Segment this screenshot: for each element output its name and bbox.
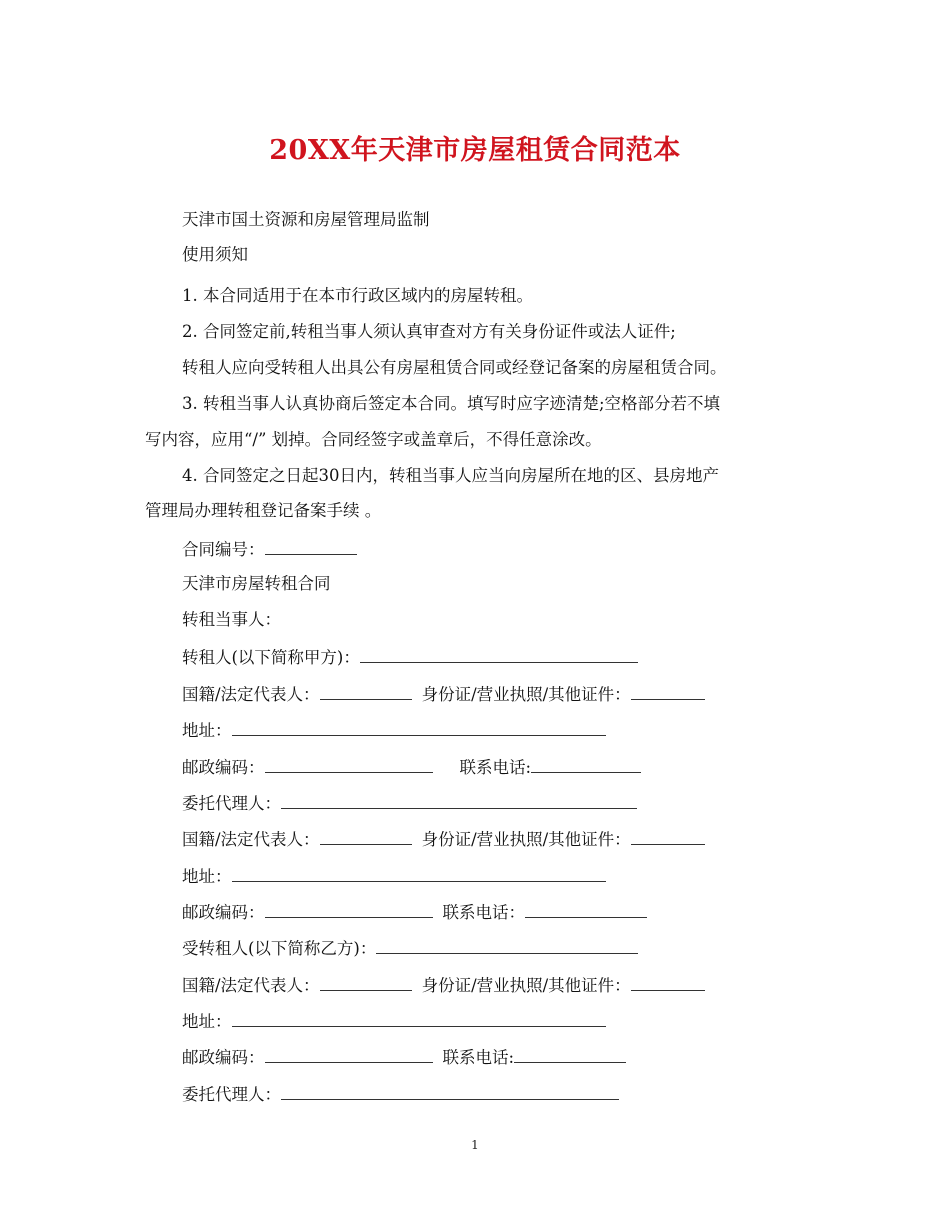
phone-label: 联系电话: xyxy=(459,758,532,777)
note-4-continued: 管理局办理转租登记备案手续 。 xyxy=(145,501,382,520)
note-2-continued: 转租人应向受转租人出具公有房屋租赁合同或经登记备案的房屋租赁合同。 xyxy=(182,358,727,377)
nationality-blank[interactable] xyxy=(320,830,412,845)
postcode-blank[interactable] xyxy=(265,1048,433,1063)
id-doc-blank[interactable] xyxy=(631,976,705,991)
postcode-label: 邮政编码： xyxy=(182,903,265,922)
supervisor-line: 天津市国土资源和房屋管理局监制 xyxy=(182,210,430,229)
id-doc-label: 身份证/营业执照/其他证件： xyxy=(421,976,631,995)
nationality-label: 国籍/法定代表人： xyxy=(182,976,320,995)
agent-nationality-row xyxy=(182,830,705,849)
lessee-nationality-row xyxy=(182,976,705,995)
address-blank[interactable] xyxy=(232,1012,606,1027)
lessor-blank[interactable] xyxy=(360,648,638,663)
id-doc-blank[interactable] xyxy=(631,685,705,700)
nationality-blank[interactable] xyxy=(320,685,412,700)
postcode-label: 邮政编码： xyxy=(182,758,265,777)
agent-label: 委托代理人： xyxy=(182,794,281,813)
lessor-agent-row xyxy=(182,794,637,813)
agent-label: 委托代理人： xyxy=(182,1085,281,1104)
document-title: 20XX年天津市房屋租赁合同范本 xyxy=(269,135,681,166)
address-label: 地址： xyxy=(182,721,232,740)
lessee-agent-row xyxy=(182,1085,619,1104)
address-blank[interactable] xyxy=(232,867,606,882)
note-2: 2. 合同签定前,转租当事人须认真审查对方有关身份证件或法人证件; xyxy=(182,322,676,341)
note-3-continued: 写内容，应用“/” 划掉。合同经签字或盖章后，不得任意涂改。 xyxy=(145,430,602,449)
lessee-address-row xyxy=(182,1012,606,1031)
phone-blank[interactable] xyxy=(514,1048,626,1063)
notice-heading: 使用须知 xyxy=(182,245,248,264)
nationality-label: 国籍/法定代表人： xyxy=(182,685,320,704)
id-doc-label: 身份证/营业执照/其他证件： xyxy=(421,685,631,704)
agent-address-row xyxy=(182,867,606,886)
parties-label: 转租当事人： xyxy=(182,610,281,629)
lessee-postcode-row xyxy=(182,1048,626,1067)
contract-number-label: 合同编号： xyxy=(182,540,265,559)
lessor-label: 转租人(以下简称甲方)： xyxy=(182,648,360,667)
id-doc-label: 身份证/营业执照/其他证件： xyxy=(421,830,631,849)
address-label: 地址： xyxy=(182,867,232,886)
contract-number-row xyxy=(182,540,357,559)
lessor-row xyxy=(182,648,638,667)
nationality-label: 国籍/法定代表人： xyxy=(182,830,320,849)
address-label: 地址： xyxy=(182,1012,232,1031)
page-number: 1 xyxy=(471,1138,479,1152)
lessee-row xyxy=(182,939,638,958)
lessor-nationality-row xyxy=(182,685,705,704)
phone-label: 联系电话: xyxy=(442,1048,515,1067)
lessor-postcode-row xyxy=(182,758,641,777)
note-3: 3. 转租当事人认真协商后签定本合同。填写时应字迹清楚;空格部分若不填 xyxy=(182,394,721,413)
id-doc-blank[interactable] xyxy=(631,830,705,845)
phone-blank[interactable] xyxy=(531,758,641,773)
lessee-blank[interactable] xyxy=(376,939,638,954)
postcode-label: 邮政编码： xyxy=(182,1048,265,1067)
agent-blank[interactable] xyxy=(281,1085,619,1100)
note-4: 4. 合同签定之日起30日内，转租当事人应当向房屋所在地的区、县房地产 xyxy=(182,466,719,485)
note-1: 1. 本合同适用于在本市行政区域内的房屋转租。 xyxy=(182,286,533,305)
nationality-blank[interactable] xyxy=(320,976,412,991)
contract-number-blank[interactable] xyxy=(265,540,357,555)
lessee-label: 受转租人(以下简称乙方)： xyxy=(182,939,377,958)
phone-blank[interactable] xyxy=(525,903,647,918)
lessor-address-row xyxy=(182,721,606,740)
address-blank[interactable] xyxy=(232,721,606,736)
phone-label: 联系电话： xyxy=(442,903,525,922)
agent-blank[interactable] xyxy=(281,794,637,809)
postcode-blank[interactable] xyxy=(265,758,433,773)
postcode-blank[interactable] xyxy=(265,903,433,918)
contract-name: 天津市房屋转租合同 xyxy=(182,574,331,593)
agent-postcode-row xyxy=(182,903,647,922)
